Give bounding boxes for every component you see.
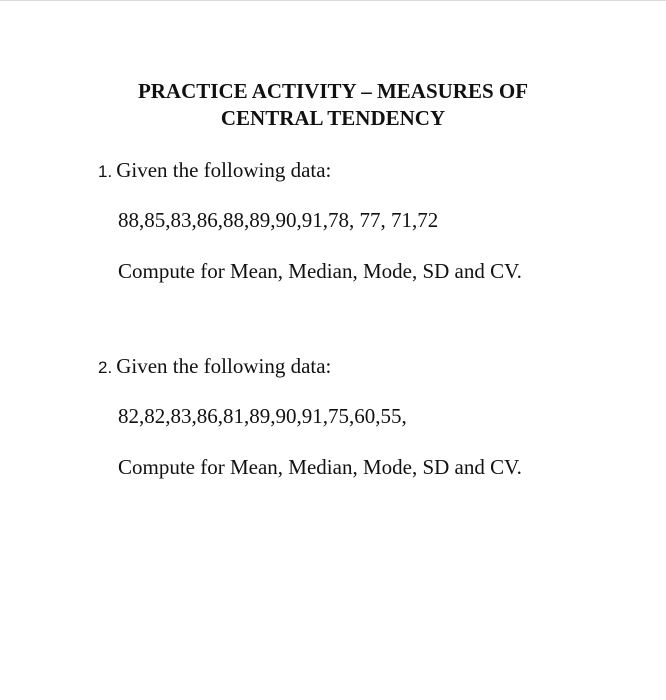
question-1-prompt: Given the following data: — [116, 158, 332, 182]
page-title — [0, 78, 666, 132]
top-divider — [0, 0, 666, 1]
title-line-2: CENTRAL TENDENCY — [220, 106, 446, 130]
question-1-instruction: Compute for Mean, Median, Mode, SD and CV. — [118, 259, 522, 283]
question-1-data: 88,85,83,86,88,89,90,91,78, 77, 71,72 — [118, 208, 439, 232]
question-1-heading — [98, 157, 331, 185]
question-2-heading — [98, 353, 331, 381]
question-1-number: 1. — [98, 162, 113, 181]
title-line-1: PRACTICE ACTIVITY – MEASURES OF — [137, 79, 529, 103]
question-2-data: 82,82,83,86,81,89,90,91,75,60,55, — [118, 404, 407, 428]
question-2-instruction: Compute for Mean, Median, Mode, SD and CV. — [118, 455, 522, 479]
question-2-number: 2. — [98, 358, 113, 377]
question-2-prompt: Given the following data: — [116, 354, 332, 378]
